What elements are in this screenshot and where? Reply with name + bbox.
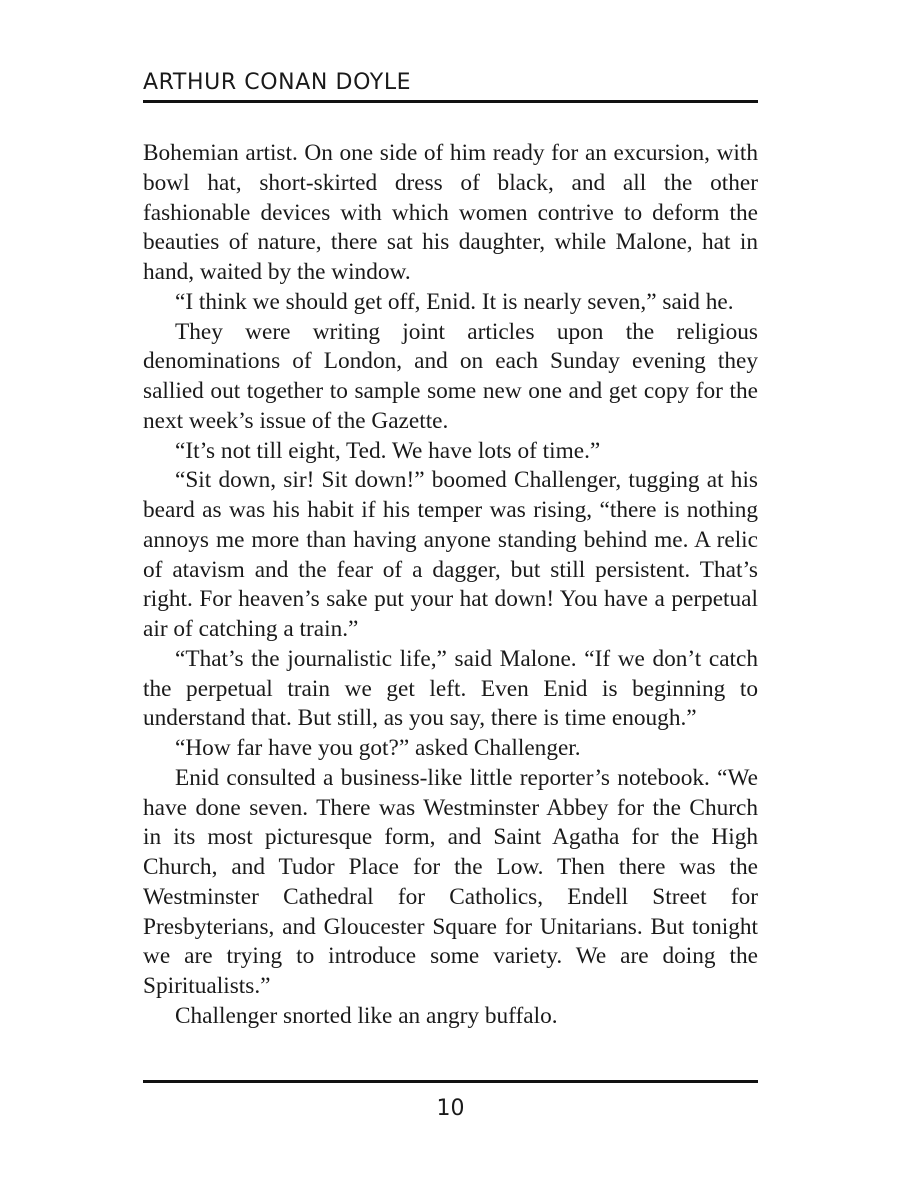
footer-rule bbox=[143, 1080, 758, 1083]
paragraph-continuation: Bohemian artist. On one side of him ready for an excursion, with bowl hat, short-skirted dress of black, and all the other fashionable devices with which women contrive to deform the beauties of nature, there sat his daughter, while Malone, hat in hand, waited by the window. bbox=[143, 140, 758, 285]
paragraph: “It’s not till eight, Ted. We have lots of time.” bbox=[175, 437, 601, 464]
paragraph: Challenger snorted like an angry buffalo. bbox=[175, 1002, 558, 1029]
paragraph: “How far have you got?” asked Challenger. bbox=[175, 735, 581, 761]
paragraph: Enid consulted a business-like little reporter’s notebook. “We have done seven. There was Westminster Abbey for the Church in its most picturesque form, and Saint Agatha for the High Church, and Tudor Place for the Low. Then there was the Westminster Cathedral for Catholics, Endell Street for Presbyterians, and Gloucester Square for Unitarians. But tonight we are trying to introduce some variety. We are doing the Spiritualists.” bbox=[143, 764, 758, 999]
running-header: ARTHUR CONAN DOYLE bbox=[143, 70, 412, 95]
paragraph: “Sit down, sir! Sit down!” boomed Challenger, tugging at his beard as was his habit if his temper was rising, “there is nothing annoys me more than having anyone standing behind me. A relic of atavism and the fear of a dagger, but still persistent. That’s right. For heaven’s sake put your hat down! You have a perpetual air of catching a train.” bbox=[143, 467, 758, 642]
page-number: 10 bbox=[436, 1096, 465, 1121]
page-body bbox=[143, 139, 758, 1032]
paragraph: “I think we should get off, Enid. It is nearly seven,” said he. bbox=[175, 288, 734, 315]
paragraph: They were writing joint articles upon the religious denominations of London, and on each Sunday evening they sallied out together to sample some new one and get copy for the next week’s issue of the Gazette. bbox=[143, 318, 758, 434]
header-rule bbox=[143, 100, 758, 103]
paragraph: “That’s the journalistic life,” said Malone. “If we don’t catch the perpetual train we get left. Even Enid is beginning to understand that. But still, as you say, there is time enough.” bbox=[143, 645, 758, 732]
